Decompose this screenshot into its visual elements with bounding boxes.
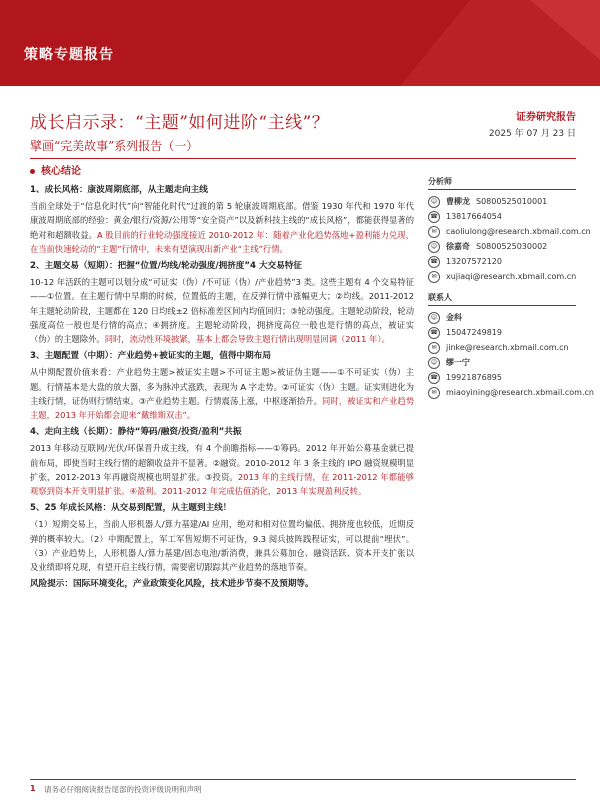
risk-warning: 风险提示：国际环境变化，产业政策变化风险，技术进步节奏不及预期等。 <box>30 579 314 590</box>
contact-name: 缪一宁 <box>446 358 470 367</box>
paragraph-text: 10-12 年活跃的主题可以划分成“可证实（伪）/不可证（伪）/产业趋势”3 类。这些主题有 4 个交易特征——①位置。在主题行情中早期的时候，位置低的主题，在反弹行情中涨幅更大；②均线。2011-2012 年主题轮动阶段，主题都在 120 日均线±2 倍标准差区间内均值回归；③轮动强度。主题轮动阶段，轮动强度高位一般也是行情的高点；④拥挤度。主题轮动阶段，拥挤度高位一般也是行情的高点，被证实（伪）的主题除外。 <box>30 277 414 345</box>
section-paragraph <box>30 275 414 346</box>
person-icon: ☺ <box>428 196 440 208</box>
paragraph-text: 当前全球处于“信息化时代”向“智能化时代”过渡的第 5 轮康波周期底部。借鉴 1930 年代和 1970 年代康波周期底部的经验：黄金/银行/资源/公用等“安全资产”以及新科技主线的“成长风格”，都能获得显著的绝对和超额收益。 <box>30 201 414 240</box>
paragraph-text: 2013 年移动互联网/光伏/环保晋升成主线，有 4 个前瞻指标——①筹码。2012 年开始公募基金就已提前布局，即使当时主线行情的超额收益并不显著。②融资。2010-2012 年 3 条主线的 IPO 融资规模明显扩张，2012-2013 年再融资规模也明显扩张。③投资。 <box>30 443 414 482</box>
paragraph-text: （1）短期交易上，当前人形机器人/算力基建/AI 应用，绝对和相对位置均偏低、拥挤度也较低，近期反弹的概率较大。（2）中期配置上，军工军售短期不可证伪，9.3 阅兵披阵践程证实，可以提前“埋伏”。（3）产业趋势上，人形机器人/算力基建/固态电池/新消费，兼具公募加仓、融资活跃、资本开支扩张以及业绩即将兑现，有望开启主线行情，需要密切跟踪其产业趋势的落地节奏。 <box>30 519 414 573</box>
paragraph-text: 从中期配置价值来看：产业趋势主题>被证实主题>不可证主题>被证伪主题——①不可证实（伪）主题。行情基本是大盘的放大器，多为脉冲式涨跌，表现为 A 字走势。②可证实（伪）主题。证实则进化为主线行情，证伪则行情结束。③产业趋势主题。行情震荡上涨，中枢逐渐抬升。 <box>30 367 414 406</box>
spacer <box>428 284 576 292</box>
contact-email[interactable]: jinke@research.xbmail.com.cn <box>446 343 569 352</box>
person-icon: ☺ <box>428 357 440 369</box>
email-icon: ✉ <box>428 387 440 399</box>
analyst-cert: S0800525030002 <box>476 242 548 251</box>
banner-decoration <box>340 0 600 86</box>
section-paragraph <box>30 365 414 422</box>
phone-icon: ☎ <box>428 256 440 268</box>
paragraph-highlight: 同时，流动性环境披紧，基本上都会导致主题行情出现明显回调（2011 年）。 <box>104 334 390 345</box>
contact-phone-row <box>428 370 576 385</box>
contacts-header: 联系人 <box>428 292 576 306</box>
page-footer <box>30 779 576 794</box>
bullet-icon <box>30 169 35 174</box>
analyst-email-row <box>428 269 576 284</box>
page-number: 1 <box>30 784 36 793</box>
phone-icon: ☎ <box>428 372 440 384</box>
analyst-name: 曹柳龙 <box>446 197 470 206</box>
section-heading: 3、主题配置（中期）：产业趋势+被证实的主题，值得中期布局 <box>30 351 271 362</box>
email-icon: ✉ <box>428 226 440 238</box>
section-paragraph <box>30 517 414 574</box>
contact-email-row <box>428 385 594 400</box>
report-subtitle: 擘画“完美故事”系列报告（一） <box>30 139 199 153</box>
paragraph-highlight: 同时，被证实和产业趋势主题，2013 年开始都会迎来“戴维斯双击”。 <box>30 395 414 421</box>
contact-name-row <box>428 310 576 325</box>
main-content <box>30 180 414 593</box>
analyst-name: 徐嘉奇 <box>446 242 470 251</box>
report-banner <box>0 0 600 86</box>
contact-phone: 15047249819 <box>446 328 502 337</box>
report-title: 成长启示录：“主题”如何进阶“主线”？ <box>30 113 330 133</box>
divider <box>30 158 576 159</box>
analyst-email[interactable]: xujiaqi@research.xbmail.com.cn <box>446 272 577 281</box>
section-heading: 5、25 年成长风格：从交易到配置，从主题到主线！ <box>30 503 232 514</box>
analyst-phone-row <box>428 209 576 224</box>
contact-phone-row <box>428 325 576 340</box>
contact-email-row <box>428 340 576 355</box>
analyst-phone-row <box>428 254 576 269</box>
email-icon: ✉ <box>428 271 440 283</box>
person-icon: ☺ <box>428 312 440 324</box>
section-heading: 1、成长风格：康波周期底部，从主题走向主线 <box>30 185 208 195</box>
contact-name: 金科 <box>446 313 462 322</box>
contact-name-row <box>428 355 576 370</box>
paragraph-highlight: A 股目前的行业轮动强度接近 2010-2012 年：随着产业化趋势落地+盈利能力兑现，在当前快速轮动的“主题”行情中，未来有望演现出新产业“主线”行情。 <box>30 229 414 254</box>
contact-email[interactable]: miaoyining@research.xbmail.com.cn <box>446 388 594 397</box>
core-conclusion-label: 核心结论 <box>30 162 81 177</box>
phone-icon: ☎ <box>428 327 440 339</box>
section-paragraph <box>30 199 414 256</box>
sidebar-contacts <box>428 176 594 400</box>
person-icon: ☺ <box>428 241 440 253</box>
analysts-header: 分析师 <box>428 176 576 190</box>
analyst-email[interactable]: caoliulong@research.xbmail.com.cn <box>446 227 591 236</box>
banner-label: 策略专题报告 <box>24 47 114 63</box>
section-paragraph <box>30 441 414 498</box>
analyst-phone: 13817664054 <box>446 212 502 221</box>
phone-icon: ☎ <box>428 211 440 223</box>
email-icon: ✉ <box>428 342 440 354</box>
section-heading: 4、走向主线（长期）：静待“筹码/融资/投资/盈利”共振 <box>30 427 242 438</box>
analyst-name-row <box>428 194 576 209</box>
analyst-email-row <box>428 224 591 239</box>
footer-disclaimer: 请务必仔细阅读报告尾部的投资评级说明和声明 <box>44 785 202 794</box>
contact-phone: 19921876895 <box>446 373 502 382</box>
analyst-phone: 13207572120 <box>446 257 502 266</box>
report-date: 2025 年 07 月 23 日 <box>488 129 576 139</box>
analyst-cert: S0800525010001 <box>476 197 548 206</box>
report-type: 证券研究报告 <box>516 112 576 123</box>
analyst-name-row <box>428 239 576 254</box>
paragraph-highlight: 2013 年的主线行情，在 2011-2012 年都能够观察到资本开支明显扩张。④盈利。2011-2012 年完成估值消化，2013 年实现盈利反转。 <box>30 471 414 497</box>
section-heading: 2、主题交易（短期）：把握“位置/均线/轮动强度/拥挤度”4 大交易特征 <box>30 261 302 272</box>
